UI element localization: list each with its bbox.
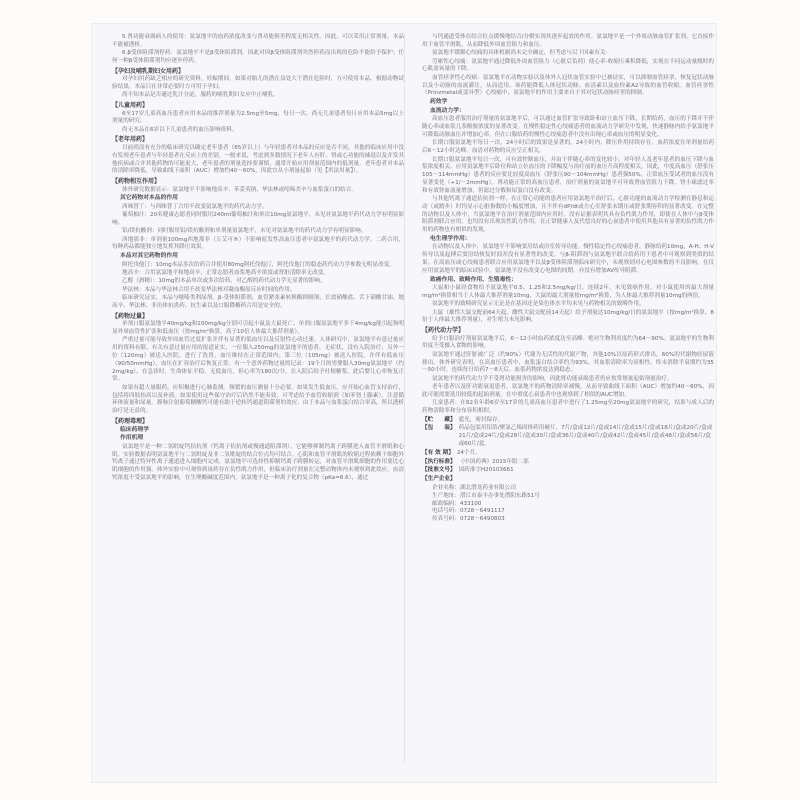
paragraph: 乙醇（酒精）：10mg的本品单次或多次给药，对乙醇的药代动力学无显著的影响。 (122, 278, 326, 285)
manufacturer-line: 邮政编码：433100 (432, 500, 482, 507)
paragraph: 长期口服氨氯地平每日一次，可有效控制血压，并由于伴随心率的变化较小，对年轻人及老年患者的血压下降与血浆浓度相关。应用氨氯地平后卧位和站立位血压的下降幅度与治疗前的血压升高程度相关，因此，中度高血压（舒张压105～114mmHg）患者的反应要比轻度高血压（舒张压90～104mmHg）患者强50%。正常血压受试者的血压没有显著变化（+1/－2mmHg）。肾功能正常的高血压患者，治疗剂量的氨氯地平可导致肾血管阻力下降，肾小球滤过率和有效肾血流量增加，但滤过分数和尿蛋白没有改变。 (422, 156, 714, 194)
field-value: 药品包装用铝箔/聚氯乙烯固体药用硬片，7片/盒或12片/盒或14片/盒或15片/盒或18片/盒或20片/盒或21片/盒或24片/盒或28片/盒或30片/盒或36片/盒或40片/盒或42片/盒或45片/盒或48片/盒或56片/盒或60片/盒。 (458, 425, 713, 447)
paragraph: 血管痉挛性心绞痛：氨氯地平在动物实验以及体外人冠状血管实验中已被证实，可以抑制血管痉挛，恢复冠状动脉以及小动脉的血流灌注，从而适用。该药能降低人体冠状动脉、血清素以及血栓素A2导致的血管收缩。血管痉挛性（Prinzmetal或变异型）心绞痛中，氨氯地平的作用主要来自于其对冠状动脉痉挛的抑制。 (422, 74, 714, 97)
standard-field (422, 459, 714, 467)
subheading: 血流动力学： (430, 107, 465, 114)
manufacturer-line: 生产地址：潜江市泰丰办事处潜阳东路51号 (432, 492, 540, 499)
subheading: 作用机理 (120, 435, 144, 442)
paragraph: 给予口服治疗剂量氨氯地平后，6～12小时血药浓度达至高峰。绝对生物利用度约为64～90%。氨氯地平的生物利用度不受摄入食物的影响。 (422, 335, 714, 350)
paragraph: 严重过量可能导致外周血管过度扩张并伴有显著的低血压以及反射性心动过速。人体研究中，氨氯地平有意过量应用的资料有限。有关有意过量应用的报道证实，一位服入250mg的氨氯地平的患者，无症状，没有入院治疗；另外一位（120mg）被送入医院，进行了洗胃，血压维持在正常范围内；第三位（105mg）被送入医院，并伴有低血压（90/50mmHg），血压在扩容治疗后恢复正常。有一个意外药物过量的记录：19个月的男婴服入30mg氨氯地平（约2mg/kg）。在急诊时，生命体征平稳，无低血压，但心率为180次/分。在入院后给予吐根糖浆。此后婴儿心率恢复正常。 (112, 337, 404, 383)
paragraph: 氨氯地平缓解心绞痛的具体机制尚未完全确定，但考虑与以下因素有关： (432, 50, 612, 57)
field-label: 【贮 藏】 (422, 416, 456, 423)
field-label: 【生产企业】 (422, 476, 456, 483)
paragraph: 对孕妇用药缺乏相应的研究资料，妊娠期间，如果对胎儿的潜在益处大于潜在危险时，方可使用本品。根据动物试验结果，本品只在非常必要时方可用于孕妇。 (112, 76, 404, 90)
paragraph: 葡萄柚汁：20名健康志愿者同时服用240ml葡萄柚汁和单次10mg氨氯地平，未见对氨氯地平药代动力学有明显影响。 (112, 212, 404, 226)
paragraph: 与钙通道受体在结合位点缓慢地结合/分解实现其逐步起效的作用。氨氯地平是一个外周动脉血管扩张剂，它直接作用于血管平滑肌，从而降低外周血管阻力和血压。 (422, 34, 714, 48)
section-heading-overdose: 【药物过量】 (112, 312, 149, 320)
paragraph: 西咪替丁：与西咪替丁合用不改变氨氯地平的药代动力学。 (122, 203, 268, 210)
paragraph: 华法林：本品与华法林合用不改变华法林对凝血酶原反应时间的作用。 (122, 286, 296, 293)
paragraph: 体外研究数据显示：氨氯地平不影响地高辛、苯妥英钠、华法林或吲哚美辛与血浆蛋白的结合。 (122, 186, 357, 193)
paragraph: 6.β受体阻滞剂停药：氨氯地平不是β受体阻滞剂，因此对因β受体阻滞剂突然停药而出现的危险不能给予保护；任何一种β受体阻滞剂均应逐步停药。 (112, 50, 404, 64)
paragraph: 尚无本品在6岁以下儿童患者的血压影响资料。 (122, 126, 238, 133)
subheading: 电生理学作用： (430, 236, 471, 243)
paragraph: 在动物以及人体中，氨氯地平不影响窦房结或房室传导功能。慢性稳定性心绞痛患者，静脉给药10mg，A-H、H-V传导以及起搏后窦房结恢复时间并没有显著性的改变。与β-阻滞剂与氨氯地平联合给药用于患者中可观察到类似的结果。在高血压或心绞痛患者联合应用氨氯地平以及β受体阻滞剂临床研究中，未观察到对心电图参数的不良影响。在仅应用氨氯地平的临床试验中，氨氯地平没有改变心电图的间期，亦没有增加AV传导阻滞。 (422, 244, 714, 274)
validity-field (422, 450, 714, 458)
section-heading-elderly: 【老年用药】 (112, 136, 149, 144)
paragraph: 西地那非：单剂量100mg西地那非（万艾可®）不影响原发性高血压患者中氨氯地平的药代动力学。二药合用，每种药品都能独立地发挥其降压效果。 (112, 236, 404, 251)
paragraph: 临床研究证实，本品与噻嗪类利尿剂、β-受体阻滞剂、血管紧张素转换酶抑制剂、长效硝酸盐、舌下硝酸甘油、地高辛、华法林、非甾体抗炎药、抗生素以及口服降糖药合用是安全的。 (112, 295, 404, 309)
paragraph: 与其他钙离子通道拮抗剂一样，在正常心功能的患者应用氨氯地平治疗后，心脏功能的血流动力学检测在静息和运动（或踏步）时均显示心脏指数的小幅度增加，且不伴有dP/dt或左心室舒张末期压或舒张期容积的显著改变。在完整的动物以及人体中，当氨氯地平在治疗剂量范围内应用时，没有证据表明其具有负性肌力作用，即使在人体中与β受体阻滞剂联合应用，也均没有出现负性肌力作用。在正常健康人及代偿良好的心衰患者中使用其他具有显著的负性肌力作用的药物也有相似的发现。 (422, 196, 714, 234)
section-heading-pregnancy: 【孕妇及哺乳期妇女用药】 (112, 67, 185, 75)
field-value: 《中国药典》2015年版二部 (458, 458, 529, 465)
paragraph: 劳累性心绞痛：氨氯地平通过降低外周血管阻力（心脏后负荷）使心率-收缩压乘积降低，实现在不同运动量级时的心肌需氧量的下降。 (422, 58, 714, 73)
section-heading-children: 【儿童用药】 (112, 101, 149, 109)
section-heading-interactions: 【药物相互作用】 (112, 177, 161, 185)
subheading: 其它药物对本品的作用 (120, 195, 178, 202)
paragraph: 地高辛：合用氨氯地平和地高辛，正常志愿者血浆地高辛浓度或肾脏清除率无改变。 (122, 270, 329, 277)
subheading-pharmacodynamics: 药效学 (430, 99, 448, 106)
paragraph: 老年患者以及肝功能衰退患者，氨氯地平的药物清除率减慢，从而导致曲线下面积（AUC）增加约40～60%，因此可能需要选用较低的起始剂量。在中重度心衰患者中也观察到了相似的AUC增加。 (422, 384, 714, 398)
paragraph: 目前尚没有充分的临床研究以确定老年患者（65岁以上）与年轻患者对本品的反应是否不同。其他的临床应用中没有发现老年患者与年轻患者在反应上的差别。一般来说，考虑到多数情况下老年人有肝、肾或心功能的减退以及并发其他疾病或合并其他药物的可能更大，老年患者的剂量选择要谨慎，通常开始应用剂量范围内的低剂量。老年患者对本品的清除率降低，导致曲线下面积（AUC）增加约40～60%，因此宜从小剂量起始（见【用法用量】）。 (112, 144, 404, 175)
field-value: 遮光，密封保存。 (458, 416, 504, 423)
manufacturer-line: 企业名称：湖北潜龙药业有限公司 (432, 484, 516, 491)
manufacturer-line: 传真号码：0728－6490803 (432, 516, 505, 523)
field-value: 24个月。 (456, 449, 481, 456)
paragraph: 儿童患者：在62名年龄6岁至17岁的儿童高血压患者中进行了1.25mg至20mg氨氯地平的研究，结果与成人后的药物清除率和分布容积相似。 (422, 400, 714, 415)
column-divider (404, 34, 405, 764)
paragraph: 氨氯地平的致畸研究显示无论是在基因还是染色体水平均未见与药物相关的致畸作用。 (432, 301, 645, 308)
field-label: 【包 装】 (422, 425, 456, 432)
paragraph: 铝/镁抗酸剂：同时服用铝/镁抗酸剂和单剂量氨氯地平，未见对氨氯地平的药代动力学有明显影响。 (122, 228, 367, 235)
package-field (422, 425, 714, 448)
paragraph: 大鼠和小鼠经食物给予氨氯地平0.5、1.25和2.5mg/kg/日，连续2年，未见致癌作用。对小鼠使用的最大剂量mg/m²换算相当于人体最大推荐剂量10mg，大鼠的最大剂量按mg/m²换算，为人体最大推荐剂量10mg的两倍。 (422, 285, 714, 299)
section-heading-pharmacokinetics: 【药代动力学】 (422, 327, 465, 335)
manufacturer-field (422, 476, 714, 484)
field-value: 国药准字H20103661 (458, 467, 514, 474)
section-heading-pharmacology: 【药理毒理】 (112, 417, 149, 425)
manufacturer-line: 电话号码：0728－6491117 (432, 508, 505, 515)
subheading: 本品对其它药物的作用 (120, 253, 178, 260)
paragraph: 尚不知本品是否通过乳汁分泌，服药的哺乳期妇女应中止哺乳。 (122, 92, 279, 99)
field-label: 【有 效 期】 (422, 449, 454, 456)
subheading-toxicity: 致癌作用、致畸作用、生殖毒性： (430, 276, 517, 283)
subheading: 临床药理学 (120, 426, 149, 433)
paragraph: 单剂口服氨氯地平40mg/kg和100mg/kg分别可引起小鼠及大鼠死亡。单剂口服氨氯地平多于4mg/kg能引起狗明显外周血管性扩张和低血压（按mg/m²换算，高于10倍人体最大推荐剂量）。 (112, 321, 404, 335)
paragraph: 氨氯地平是一种二氢吡啶钙拮抗剂（钙离子拮抗剂或慢通道阻滞剂），它能够抑制钙离子跨膜进入血管平滑肌和心肌。实验数据表明氨氯地平与二氢吡啶及非二氢吡啶的结合位点均可结合。心肌和血管平滑肌的收缩过程依赖于细胞外钙离子通过特异性离子通道进入细胞内完成。氨氯地平可选择性抑制钙离子跨膜转运，对血管平滑肌细胞的作用要比心肌细胞的作用强。体外实验中可观察到该药存在负性肌力作用，但临床治疗剂量在完整动物体内未观察到此效应。血清钙浓度不受氨氯地平的影响。在生理酸碱度范围内，氨氯地平是一种离子化的复合物（pKa=8.6），通过 (112, 443, 404, 481)
paragraph: 高血压患者服用治疗剂量的氨氯地平后，可以通过血管扩张导致卧和站立血压下降。长期给药，血压的下降并不伴随心率或血浆儿茶酚胺浓度的显著改变。在慢性稳定性心绞痛患者的血流动力学研究中发现，快速静脉内给予氨氯地平可降低动脉血压并增加心率，但在口服给药的慢性心绞痛患者中没有出现心率或血压的明显变化。 (422, 116, 714, 138)
paragraph: 长期口服氨氯地平每日一次，24小时后的效果是显著的，24小时内，降压作用持续存在，血药浓度在单剂量给药后6～12小时达峰，血清对药物的反应呈正相关。 (422, 140, 714, 155)
paragraph: 氨氯地平的药代动力学不受肾功能损害的影响，因此肾功能衰竭患者仍应按常规量起始剂量治疗。 (432, 375, 673, 382)
left-column (112, 34, 404, 483)
field-label: 【批准文号】 (422, 467, 456, 474)
storage-field (422, 417, 714, 425)
paragraph: 氨氯地平通过肝脏被广泛（约90%）代谢为无活性的代谢产物，其他10%以原药形式排出，60%的代谢物经尿液排出。体外研究表明，在高血压患者中，血浆蛋白结合率约为93%。其血浆清除率为双相性，终末消除半衰期约为35～50小时。连续每日给药7～8天后，血浆药物浓度达到稳态。 (422, 351, 714, 374)
paragraph: 6至17岁儿童高血压患者应用本品的推荐剂量为2.5mg至5mg，每日一次。尚无儿童患者每日应用本品5mg以上剂量的研究。 (112, 110, 404, 125)
paragraph: 5.肾功能衰竭病人的使用：氨氯地平的血药浓度改变与肾功能损害程度无相关性。因此，可以采用正常剂量。本品不能被透析。 (112, 34, 404, 48)
approval-field (422, 467, 714, 475)
paragraph: 阿托伐他汀：10mg本品多次给药合并使用80mg阿托伐他汀，阿托伐他汀的稳态药代动力学参数无明显改变。 (122, 261, 395, 268)
paragraph: 大鼠（雄性大鼠交配前64天起，雌性大鼠交配前14天起）给予剂量达10mg/kg/日的氨氯地平（按mg/m²换算，8倍于人体最大推荐剂量），对生殖力未见影响。 (422, 309, 714, 324)
field-label: 【执行标准】 (422, 458, 456, 465)
paragraph: 如果有超大量服药，应积极进行心肺监测。频繁的血压测量十分必要。如果发生低血压，应开始心血管支持治疗，包括将四肢抬高以及补液。如果使用这些保守治疗后仍然不能奏效，可考虑给予血管收缩剂（如苯肾上腺素），注意循环体液量和尿量。静脉注射葡萄糖酸钙可能有助于逆转钙通道阻滞剂的效应。由于本品与血浆蛋白结合率高，所以透析治疗是无益的。 (112, 384, 404, 415)
right-column (422, 34, 714, 524)
